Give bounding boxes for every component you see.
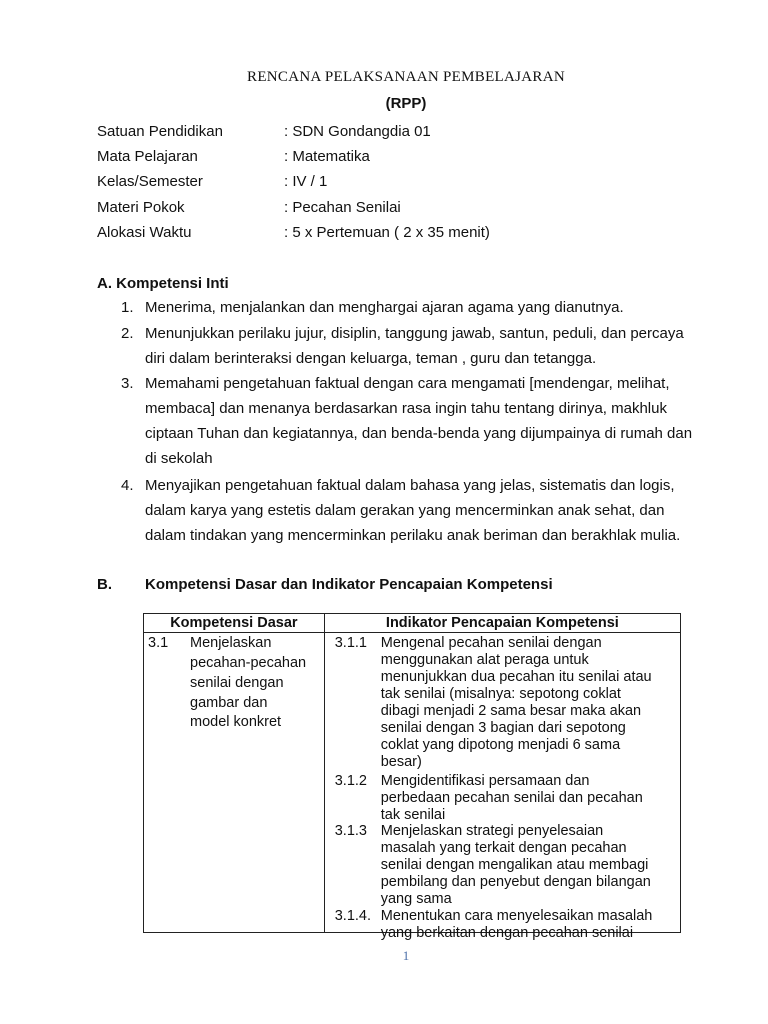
indicator-text-line: menunjukkan dua pecahan itu senilai atau (380, 669, 652, 685)
kd-text-line: pecahan-pecahan (190, 655, 307, 671)
list-item-number: 4. (121, 477, 134, 494)
indicator-text-line: senilai dengan mengalikan atau membagi (380, 857, 649, 873)
document-subtitle: (RPP) (385, 95, 427, 112)
list-item-number: 1. (121, 299, 134, 316)
list-item-text: Menunjukkan perilaku jujur, disiplin, tanggung jawab, santun, peduli, dan percaya (145, 325, 684, 342)
identity-label-class: Kelas/Semester (97, 173, 203, 190)
list-item-text: dalam tindakan yang mencerminkan perilaku anak beriman dan berakhlak mulia. (145, 527, 681, 544)
list-item-text: Menerima, menjalankan dan menghargai ajaran agama yang dianutnya. (145, 299, 624, 316)
indicator-cell (324, 633, 680, 941)
section-b-heading: Kompetensi Dasar dan Indikator Pencapaian Kompetensi (145, 576, 553, 593)
kd-text-line: gambar dan (190, 695, 268, 711)
kd-text-line: model konkret (190, 714, 282, 730)
indicator-text-line: besar) (380, 754, 422, 770)
list-item-text: di sekolah (145, 450, 213, 467)
list-item-text: membaca] dan menanya berdasarkan rasa ingin tahu tentang dirinya, makhluk (145, 400, 667, 417)
indicator-text-line: Menjelaskan strategi penyelesaian (380, 823, 604, 839)
kd-number: 3.1 (148, 635, 169, 651)
table-header-indicator: Indikator Pencapaian Kompetensi (324, 614, 680, 633)
indicator-text-line: Menentukan cara menyelesaikan masalah (380, 908, 653, 924)
list-item-text: dalam karya yang estetis dalam gerakan yang mencerminkan anak sehat, dan (145, 502, 665, 519)
identity-value-school: : SDN Gondangdia 01 (284, 123, 431, 140)
indicator-text-line: Mengenal pecahan senilai dengan (380, 635, 602, 651)
indicator-number: 3.1.1 (334, 635, 367, 651)
identity-value-class: : IV / 1 (284, 173, 328, 190)
table-row (144, 633, 681, 933)
table-header-kd: Kompetensi Dasar (144, 614, 325, 633)
table-header-row (144, 614, 681, 633)
list-item-text: Menyajikan pengetahuan faktual dalam bahasa yang jelas, sistematis dan logis, (145, 477, 675, 494)
indicator-text-line: menggunakan alat peraga untuk (380, 652, 589, 668)
section-a-heading: A. Kompetensi Inti (97, 275, 229, 292)
list-item-text: Memahami pengetahuan faktual dengan cara mengamati [mendengar, melihat, (145, 375, 670, 392)
document-title: RENCANA PELAKSANAAN PEMBELAJARAN (247, 69, 565, 85)
indicator-number: 3.1.3 (334, 823, 367, 839)
indicator-text-line: tak senilai (380, 807, 446, 823)
identity-label-time: Alokasi Waktu (97, 224, 192, 241)
indicator-text-line: pembilang dan penyebut dengan bilangan (380, 874, 651, 890)
identity-value-time: : 5 x Pertemuan ( 2 x 35 menit) (284, 224, 490, 241)
indicator-text-line: coklat yang dipotong menjadi 6 sama (380, 737, 621, 753)
identity-label-subject: Mata Pelajaran (97, 148, 198, 165)
identity-value-subject: : Matematika (284, 148, 370, 165)
identity-value-topic: : Pecahan Senilai (284, 199, 401, 216)
basic-competency-cell (144, 633, 325, 933)
indicator-text-line: masalah yang terkait dengan pecahan (380, 840, 627, 856)
indicator-text-line: senilai dengan 3 bagian dari sepotong (380, 720, 626, 736)
indicator-text-line: yang berkaitan dengan pecahan senilai (380, 925, 634, 941)
section-b-letter: B. (97, 576, 112, 593)
indicator-number: 3.1.4. (334, 908, 372, 924)
indicator-text-line: yang sama (380, 891, 452, 907)
list-item-number: 3. (121, 375, 134, 392)
page-number: 1 (402, 948, 410, 963)
indicator-text-line: perbedaan pecahan senilai dan pecahan (380, 790, 643, 806)
indicator-text-line: tak senilai (misalnya: sepotong coklat (380, 686, 621, 702)
indicator-text-line: dibagi menjadi 2 sama besar maka akan (380, 703, 642, 719)
indicator-number: 3.1.2 (334, 773, 367, 789)
list-item-text: ciptaan Tuhan dan kegiatannya, dan benda-benda yang dijumpainya di rumah dan (145, 425, 693, 442)
indicator-text-line: Mengidentifikasi persamaan dan (380, 773, 590, 789)
identity-label-topic: Materi Pokok (97, 199, 185, 216)
competency-table (143, 613, 681, 941)
kd-text-line: senilai dengan (190, 675, 284, 691)
kd-text-line: Menjelaskan (190, 635, 272, 651)
identity-label-school: Satuan Pendidikan (97, 123, 223, 140)
list-item-text: diri dalam berinteraksi dengan keluarga, teman , guru dan tetangga. (145, 350, 597, 367)
list-item-number: 2. (121, 325, 134, 342)
